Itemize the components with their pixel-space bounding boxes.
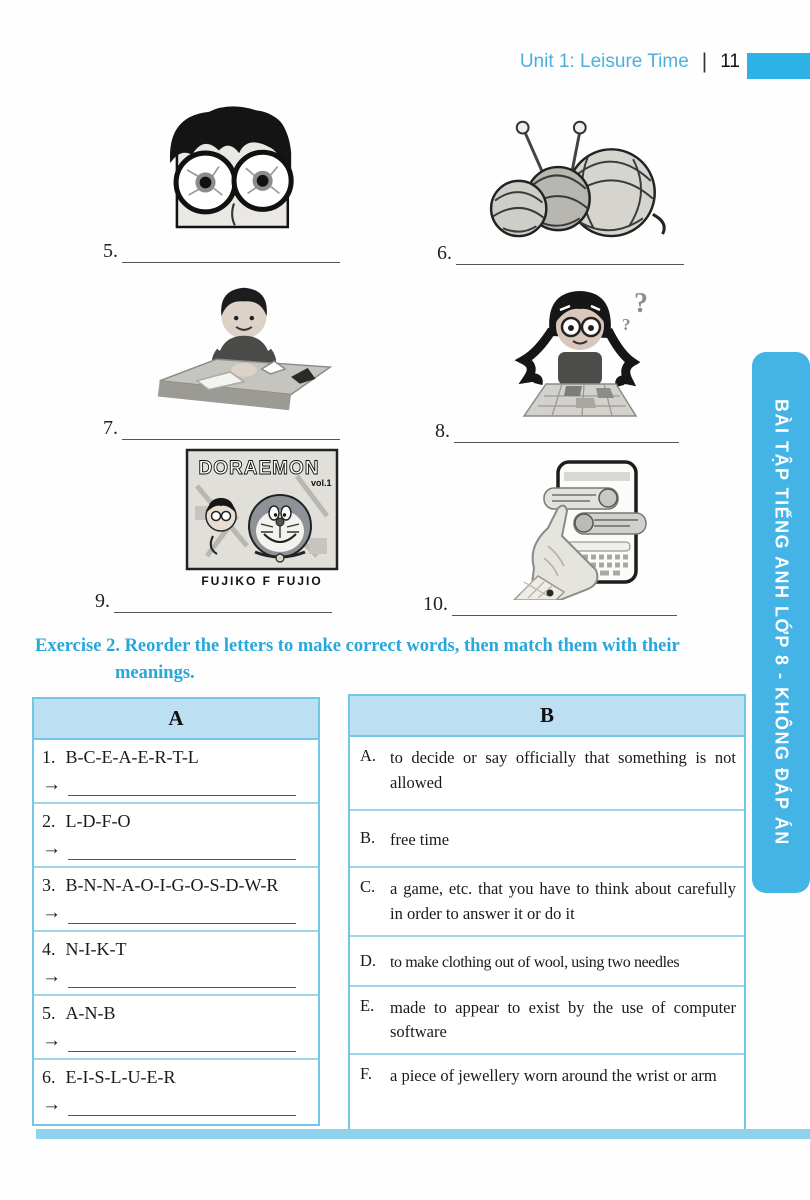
girl-jigsaw-puzzle-icon <box>488 280 668 420</box>
table-b-row-a <box>350 737 744 811</box>
answer-blank-6 <box>456 245 684 265</box>
exercise-2-heading-line1: Exercise 2. Reorder the letters to make correct words, then match them with their <box>35 636 680 656</box>
answer-blank <box>68 1098 296 1116</box>
answer-blank-9 <box>114 593 332 613</box>
row-number: 1. <box>42 747 56 767</box>
meaning-text: a piece of jewellery worn around the wrist or arm <box>390 1066 717 1085</box>
scrambled-letters: B-N-N-A-O-I-G-O-S-D-W-R <box>65 875 279 895</box>
scrambled-letters: E-I-S-L-U-E-R <box>65 1067 176 1087</box>
blank-label-5 <box>103 240 340 263</box>
answer-blank-10 <box>452 596 677 616</box>
blank-number-7: 7. <box>103 417 118 439</box>
answer-blank-5 <box>122 243 340 263</box>
blank-number-5: 5. <box>103 240 118 262</box>
comic-title-text: DORAEMON <box>198 458 320 479</box>
corner-accent-block <box>747 53 810 79</box>
table-b-row-c <box>350 868 744 937</box>
answer-blank-8 <box>454 423 679 443</box>
answer-blank-7 <box>122 420 340 440</box>
scrambled-letters: N-I-K-T <box>65 939 127 959</box>
table-a-row-2 <box>34 804 318 868</box>
comic-author-text: FUJIKO F FUJIO <box>201 574 323 588</box>
blank-label-9 <box>95 590 332 613</box>
exercise-2-heading-line2: meanings. <box>115 662 195 683</box>
wide-bloodshot-eyes-face-icon <box>145 88 313 240</box>
table-b-row-e <box>350 987 744 1056</box>
meaning-label: A. <box>360 746 377 765</box>
blank-label-6 <box>437 242 684 265</box>
blank-label-8 <box>435 420 679 443</box>
arrow-glyph: → <box>42 1030 61 1051</box>
answer-blank <box>68 778 296 796</box>
table-a-header: A <box>34 699 318 740</box>
unit-title: Unit 1: Leisure Time <box>519 51 689 72</box>
table-b <box>348 694 746 1134</box>
table-b-row-b <box>350 811 744 868</box>
meaning-label: B. <box>360 828 376 847</box>
table-a-row-4 <box>34 932 318 996</box>
arrow-glyph: → <box>42 774 61 795</box>
table-a-row-1 <box>34 740 318 804</box>
arrow-glyph: → <box>42 838 61 859</box>
meaning-text: to decide or say officially that something is not allowed <box>390 748 736 792</box>
table-a <box>32 697 320 1126</box>
blank-label-7 <box>103 417 340 440</box>
row-number: 4. <box>42 939 56 959</box>
side-banner-text: BÀI TẬP TIẾNG ANH LỚP 8 - KHÔNG ĐÁP ÁN <box>771 399 792 846</box>
side-banner <box>752 352 810 893</box>
arrow-glyph: → <box>42 902 61 923</box>
bottom-decor-bar <box>36 1129 810 1139</box>
exercise-2-heading <box>35 633 755 687</box>
answer-blank <box>68 906 296 924</box>
meaning-text: to make clothing out of wool, using two needles <box>390 953 680 971</box>
row-number: 5. <box>42 1003 56 1023</box>
table-b-header: B <box>350 696 744 737</box>
row-number: 6. <box>42 1067 56 1087</box>
table-b-row-f <box>350 1055 744 1132</box>
meaning-label: D. <box>360 950 377 970</box>
meaning-text: made to appear to exist by the use of computer software <box>390 997 736 1042</box>
comic-volume-text: vol.1 <box>311 478 332 488</box>
boy-folding-origami-icon <box>146 274 342 418</box>
question-mark-big: ? <box>634 288 648 319</box>
meaning-label: F. <box>360 1064 372 1083</box>
blank-number-6: 6. <box>437 242 452 264</box>
header-divider: | <box>701 50 708 73</box>
blank-number-10: 10. <box>423 593 448 615</box>
arrow-glyph: → <box>42 1094 61 1115</box>
row-number: 2. <box>42 811 56 831</box>
blank-number-9: 9. <box>95 590 110 612</box>
scrambled-letters: B-C-E-A-E-R-T-L <box>65 747 199 767</box>
blank-number-8: 8. <box>435 420 450 442</box>
row-number: 3. <box>42 875 56 895</box>
meaning-text: a game, etc. that you have to think about carefully in order to answer it or do it <box>390 879 736 923</box>
answer-blank <box>68 970 296 988</box>
page-number: 11 <box>720 51 740 72</box>
meaning-label: E. <box>360 995 375 1015</box>
table-a-row-6 <box>34 1060 318 1124</box>
blank-label-10 <box>423 593 677 616</box>
arrow-glyph: → <box>42 966 61 987</box>
hand-holding-smartphone-chat-icon <box>500 450 660 600</box>
page-header <box>0 50 740 74</box>
meaning-label: C. <box>360 877 376 896</box>
doraemon-comic-book-cover-icon <box>176 446 348 591</box>
answer-blank <box>68 1034 296 1052</box>
table-a-row-3 <box>34 868 318 932</box>
scrambled-letters: L-D-F-O <box>65 811 131 831</box>
meaning-text: free time <box>390 830 450 849</box>
table-a-row-5 <box>34 996 318 1060</box>
knitting-needles-and-yarn-icon <box>462 102 672 240</box>
answer-blank <box>68 842 296 860</box>
question-mark-small: ? <box>622 315 631 334</box>
scrambled-letters: A-N-B <box>65 1003 116 1023</box>
table-b-row-d <box>350 937 744 987</box>
